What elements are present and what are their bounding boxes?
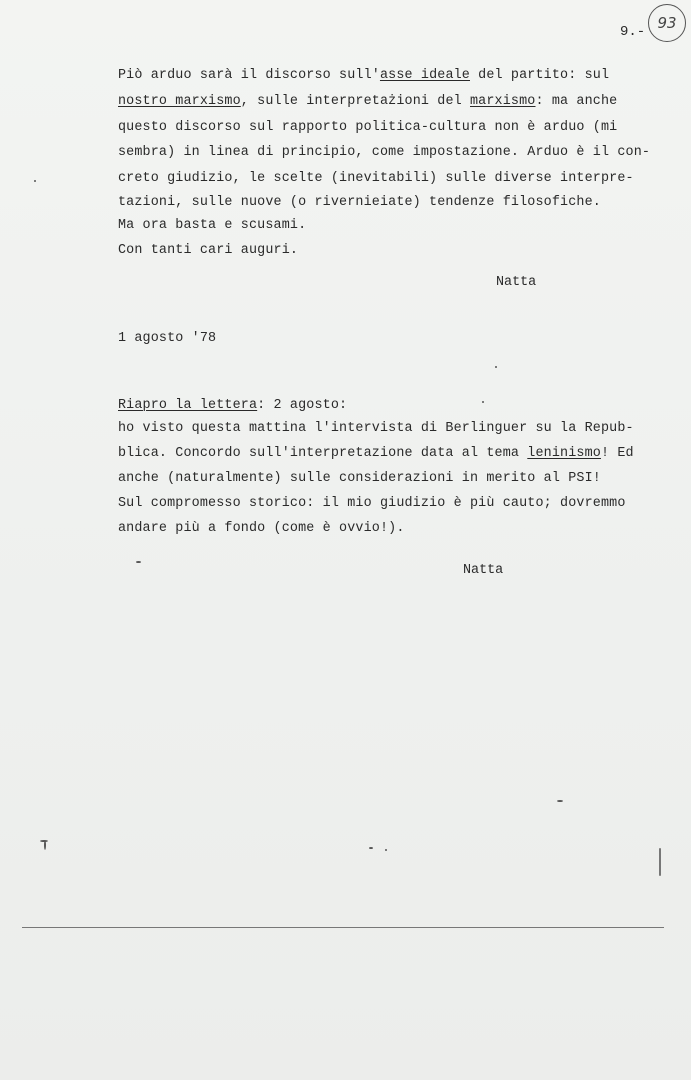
text-line: tazioni, sulle nuove (o rivernieiate) tendenze filosofiche. bbox=[118, 195, 601, 210]
scan-speck bbox=[385, 849, 387, 851]
text-line: Sul compromesso storico: il mio giudizio è più cauto; dovremmo bbox=[118, 496, 626, 511]
text-line: anche (naturalmente) sulle considerazioni in merito al PSI! bbox=[118, 471, 601, 486]
scan-speck bbox=[659, 848, 661, 876]
text-line: andare più a fondo (come è ovvio!). bbox=[118, 521, 405, 536]
text-line: ho visto questa mattina l'intervista di Berlinguer su la Repub- bbox=[118, 421, 634, 436]
scan-speck bbox=[44, 840, 46, 850]
scan-speck bbox=[369, 847, 373, 849]
underlined-phrase: asse ideale bbox=[379, 68, 470, 83]
scan-speck bbox=[482, 401, 484, 403]
underlined-phrase: nostro marxismo bbox=[118, 94, 241, 109]
text-line: sembra) in linea di principio, come impostazione. Arduo è il con- bbox=[118, 145, 651, 160]
text-line: Con tanti cari auguri. bbox=[118, 243, 299, 258]
signature-name: Natta bbox=[463, 563, 504, 578]
underlined-phrase: Riapro la lettera bbox=[118, 398, 258, 413]
text-line: questo discorso sul rapporto politica-cultura non è arduo (mi bbox=[118, 120, 618, 135]
text-line: blica. Concordo sull'interpretazione data al tema leninismo! Ed bbox=[118, 446, 634, 461]
page-number: 9.- bbox=[620, 24, 646, 40]
text-line: Ma ora basta e scusami. bbox=[118, 218, 307, 233]
text-line: creto giudizio, le scelte (inevitabili) sulle diverse interpre- bbox=[118, 171, 634, 186]
text-line: Piò arduo sarà il discorso sull'asse ideale del partito: sul bbox=[118, 68, 610, 83]
signature-name: Natta bbox=[496, 275, 537, 290]
scan-speck bbox=[136, 561, 141, 563]
underlined-phrase: leninismo bbox=[527, 446, 601, 461]
letter-date: 1 agosto '78 bbox=[118, 331, 217, 346]
scan-speck bbox=[495, 366, 497, 368]
text-line: nostro marxismo, sulle interpretażioni del marxismo: ma anche bbox=[118, 94, 618, 109]
circled-folio-number: 93 bbox=[648, 4, 686, 42]
underlined-phrase: marxismo bbox=[470, 94, 536, 109]
scan-speck bbox=[34, 180, 36, 182]
horizontal-rule bbox=[22, 927, 664, 928]
text-line: Riapro la lettera: 2 agosto: bbox=[118, 398, 348, 413]
scan-speck bbox=[557, 800, 563, 802]
